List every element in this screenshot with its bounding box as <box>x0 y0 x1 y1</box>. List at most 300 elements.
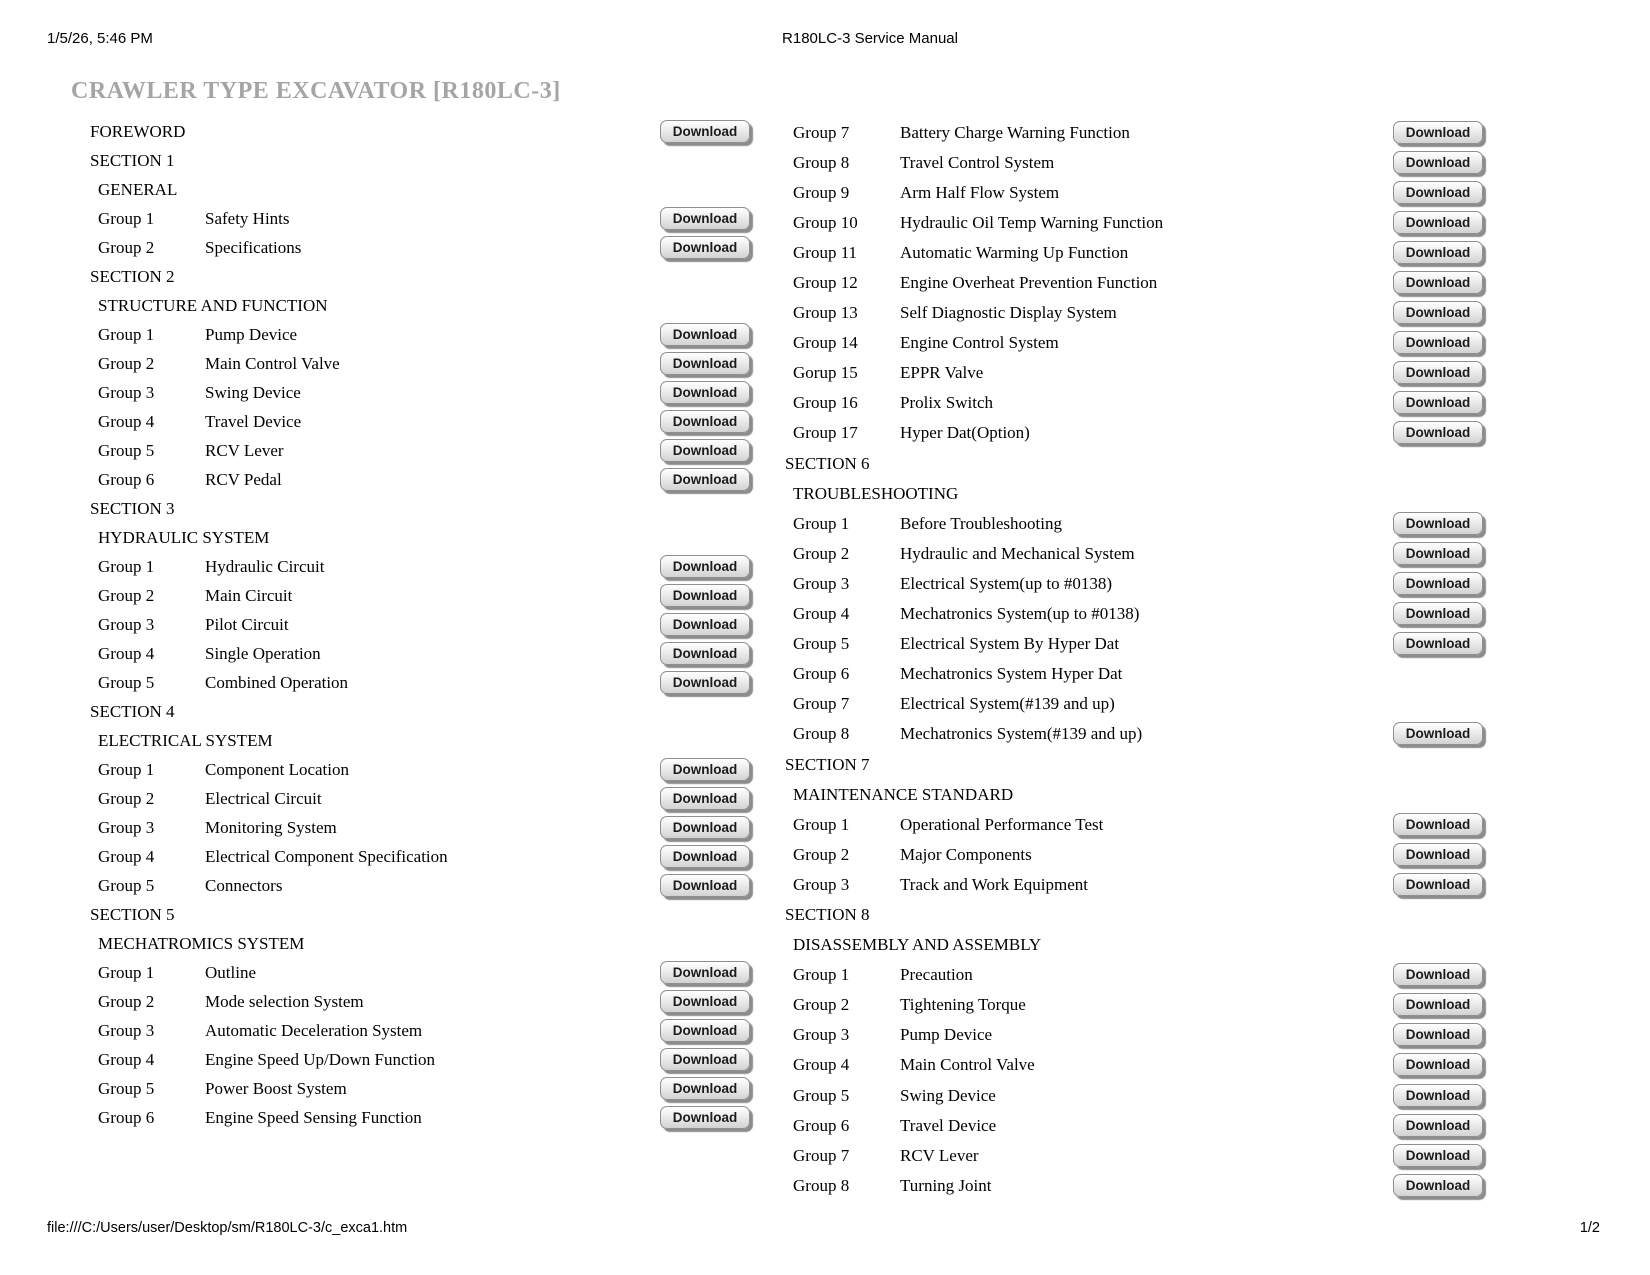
group-number: Group 8 <box>793 724 850 744</box>
group-title: Automatic Warming Up Function <box>900 242 1129 262</box>
subsection-heading <box>785 478 1488 508</box>
section-label: SECTION 1 <box>90 151 175 170</box>
group-title: Engine Speed Up/Down Function <box>205 1050 435 1069</box>
group-title: Main Control Valve <box>900 1055 1035 1075</box>
subsection-label: STRUCTURE AND FUNCTION <box>98 296 328 315</box>
download-button[interactable]: Download <box>660 439 750 462</box>
download-slot <box>1393 572 1488 595</box>
download-slot <box>1393 993 1488 1016</box>
group-number: Group 3 <box>98 615 155 634</box>
download-button[interactable]: Download <box>660 613 750 636</box>
subsection-heading <box>90 175 755 204</box>
group-title: Hyper Dat(Option) <box>900 423 1030 443</box>
group-number: Group 1 <box>793 814 850 834</box>
group-title: Pump Device <box>205 325 298 344</box>
download-slot <box>660 961 755 984</box>
group-title: Precaution <box>900 965 973 985</box>
toc-row <box>90 987 755 1016</box>
download-button[interactable]: Download <box>660 642 750 665</box>
toc-row <box>90 581 755 610</box>
download-slot <box>660 207 755 230</box>
download-button[interactable]: Download <box>660 381 750 404</box>
download-slot <box>1393 1053 1488 1076</box>
download-button[interactable]: Download <box>660 990 750 1013</box>
toc-row <box>785 689 1488 719</box>
download-slot <box>660 584 755 607</box>
download-slot <box>1393 873 1488 896</box>
download-slot <box>1393 512 1488 535</box>
subsection-heading <box>785 930 1488 960</box>
download-slot <box>1393 151 1488 174</box>
toc-row <box>785 418 1488 448</box>
section-label: SECTION 4 <box>90 702 175 721</box>
group-title: Electrical System(up to #0138) <box>900 573 1112 593</box>
section-label: SECTION 3 <box>90 499 175 518</box>
download-button[interactable]: Download <box>1393 1174 1483 1197</box>
download-slot <box>1393 1114 1488 1137</box>
group-number: Group 2 <box>98 354 155 373</box>
group-number: Group 2 <box>793 844 850 864</box>
download-button[interactable]: Download <box>1393 301 1483 324</box>
download-button[interactable]: Download <box>660 555 750 578</box>
download-button[interactable]: Download <box>1393 211 1483 234</box>
download-button[interactable]: Download <box>660 1106 750 1129</box>
toc-row <box>785 328 1488 358</box>
group-title: Hydraulic Circuit <box>205 557 325 576</box>
download-slot <box>1393 421 1488 444</box>
page-title: CRAWLER TYPE EXCAVATOR [R180LC-3] <box>71 78 561 104</box>
group-number: Group 3 <box>98 1021 155 1040</box>
download-button[interactable]: Download <box>1393 843 1483 866</box>
subsection-heading <box>90 726 755 755</box>
group-number: Group 16 <box>793 393 858 413</box>
group-number: Group 5 <box>98 673 155 692</box>
group-number: Gorup 15 <box>793 363 858 383</box>
group-number: Group 12 <box>793 273 858 293</box>
print-footer <box>47 1220 1600 1238</box>
toc-row <box>785 1080 1488 1110</box>
group-title: Mechatronics System(up to #0138) <box>900 604 1140 624</box>
toc-row <box>90 233 755 262</box>
group-number: Group 11 <box>793 242 858 262</box>
toc-row <box>785 117 1488 147</box>
group-number: Group 4 <box>793 1055 850 1075</box>
download-button[interactable]: Download <box>1393 151 1483 174</box>
subsection-label: TROUBLESHOOTING <box>793 483 959 503</box>
group-title: RCV Lever <box>900 1145 979 1165</box>
download-button[interactable]: Download <box>1393 602 1483 625</box>
group-number: Group 2 <box>98 586 155 605</box>
group-title: Self Diagnostic Display System <box>900 303 1117 323</box>
group-number: Group 7 <box>793 122 850 142</box>
download-button[interactable]: Download <box>660 845 750 868</box>
group-number: Group 1 <box>98 760 155 779</box>
group-title: Electrical Circuit <box>205 789 322 808</box>
download-slot <box>1393 211 1488 234</box>
group-title: Travel Control System <box>900 152 1055 172</box>
group-title: Main Circuit <box>205 586 293 605</box>
toc-row <box>90 813 755 842</box>
toc-row <box>90 1016 755 1045</box>
download-button[interactable]: Download <box>660 352 750 375</box>
group-number: Group 14 <box>793 333 858 353</box>
download-button[interactable]: Download <box>1393 421 1483 444</box>
document-title: R180LC-3 Service Manual <box>782 30 958 47</box>
download-slot <box>1393 301 1488 324</box>
toc-row <box>785 267 1488 297</box>
download-slot <box>1393 602 1488 625</box>
toc-row <box>90 204 755 233</box>
section-heading <box>90 146 755 175</box>
group-title: Pump Device <box>900 1025 993 1045</box>
download-button[interactable]: Download <box>1393 241 1483 264</box>
group-title: Power Boost System <box>205 1079 347 1098</box>
group-number: Group 6 <box>98 1108 155 1127</box>
section-label: SECTION 5 <box>90 905 175 924</box>
group-title: Operational Performance Test <box>900 814 1104 834</box>
group-number: Group 6 <box>98 470 155 489</box>
group-number: Group 3 <box>793 1025 850 1045</box>
toc-row <box>785 147 1488 177</box>
download-button[interactable]: Download <box>1393 873 1483 896</box>
page-number: 1/2 <box>1579 1220 1600 1236</box>
group-number: Group 4 <box>98 1050 155 1069</box>
section-heading <box>90 900 755 929</box>
group-number: Group 2 <box>98 789 155 808</box>
download-button[interactable]: Download <box>660 120 750 143</box>
download-button[interactable]: Download <box>660 1019 750 1042</box>
toc-row <box>785 960 1488 990</box>
group-title: Hydraulic and Mechanical System <box>900 543 1135 563</box>
download-button[interactable]: Download <box>660 961 750 984</box>
download-slot <box>660 323 755 346</box>
subsection-heading <box>90 929 755 958</box>
toc-row <box>785 177 1488 207</box>
group-title: Engine Overheat Prevention Function <box>900 273 1158 293</box>
download-button[interactable]: Download <box>1393 813 1483 836</box>
download-button[interactable]: Download <box>660 410 750 433</box>
toc-row <box>90 117 755 146</box>
toc-column-left <box>90 117 755 1132</box>
group-title: Pilot Circuit <box>205 615 289 634</box>
toc-row <box>785 1110 1488 1140</box>
subsection-label: DISASSEMBLY AND ASSEMBLY <box>793 935 1042 955</box>
toc-row <box>785 237 1488 267</box>
toc-row <box>90 668 755 697</box>
group-number: Group 5 <box>98 441 155 460</box>
group-number: Group 7 <box>793 694 850 714</box>
toc-row <box>90 755 755 784</box>
subsection-heading <box>90 291 755 320</box>
group-number: Group 2 <box>793 543 850 563</box>
download-button[interactable]: Download <box>1393 512 1483 535</box>
group-title: Prolix Switch <box>900 393 994 413</box>
subsection-label: GENERAL <box>98 180 178 199</box>
group-title: Main Control Valve <box>205 354 340 373</box>
download-button[interactable]: Download <box>1393 1084 1483 1107</box>
toc-row <box>785 1020 1488 1050</box>
download-slot <box>1393 1084 1488 1107</box>
toc-row <box>90 349 755 378</box>
download-button[interactable]: Download <box>1393 572 1483 595</box>
toc-row <box>90 784 755 813</box>
group-title: Mechatronics System(#139 and up) <box>900 724 1143 744</box>
download-slot <box>660 236 755 259</box>
group-title: Monitoring System <box>205 818 337 837</box>
toc-row <box>785 659 1488 689</box>
download-slot <box>1393 331 1488 354</box>
download-button[interactable]: Download <box>1393 181 1483 204</box>
group-number: Group 1 <box>98 963 155 982</box>
toc-row <box>90 378 755 407</box>
download-button[interactable]: Download <box>660 758 750 781</box>
group-title: EPPR Valve <box>900 363 984 383</box>
section-heading <box>785 448 1488 478</box>
download-slot <box>660 990 755 1013</box>
download-button[interactable]: Download <box>660 468 750 491</box>
group-number: Group 8 <box>793 1175 850 1195</box>
group-number: Group 5 <box>793 1085 850 1105</box>
group-title: Specifications <box>205 238 302 257</box>
download-slot <box>1393 391 1488 414</box>
toc-row <box>785 1170 1488 1200</box>
toc-row <box>785 719 1488 749</box>
subsection-label: MECHATROMICS SYSTEM <box>98 934 305 953</box>
toc-row <box>90 1103 755 1132</box>
download-button[interactable]: Download <box>660 816 750 839</box>
group-title: Before Troubleshooting <box>900 513 1062 533</box>
download-slot <box>1393 692 1488 715</box>
group-number: Group 8 <box>793 152 850 172</box>
group-number: Group 3 <box>98 818 155 837</box>
group-title: Swing Device <box>205 383 301 402</box>
download-slot <box>660 671 755 694</box>
download-slot <box>660 758 755 781</box>
group-number: Group 7 <box>793 1145 850 1165</box>
download-slot <box>1393 963 1488 986</box>
download-button[interactable]: Download <box>1393 361 1483 384</box>
download-slot <box>660 816 755 839</box>
subsection-label: ELECTRICAL SYSTEM <box>98 731 273 750</box>
group-number: Group 5 <box>98 876 155 895</box>
download-button[interactable]: Download <box>1393 993 1483 1016</box>
toc-row <box>90 1045 755 1074</box>
download-slot <box>660 1048 755 1071</box>
group-number: Group 2 <box>98 238 155 257</box>
section-label: SECTION 7 <box>785 754 870 774</box>
download-button[interactable]: Download <box>1393 121 1483 144</box>
download-slot <box>1393 843 1488 866</box>
toc-row <box>90 842 755 871</box>
download-button[interactable]: Download <box>660 584 750 607</box>
print-header <box>47 30 1603 48</box>
toc-row <box>785 358 1488 388</box>
toc-row <box>785 568 1488 598</box>
download-button[interactable]: Download <box>1393 1023 1483 1046</box>
download-button[interactable]: Download <box>1393 963 1483 986</box>
download-slot <box>660 1019 755 1042</box>
download-button[interactable]: Download <box>1393 271 1483 294</box>
group-number: Group 4 <box>98 412 155 431</box>
group-number: Group 2 <box>98 992 155 1011</box>
download-button[interactable]: Download <box>660 1077 750 1100</box>
group-title: Turning Joint <box>900 1175 992 1195</box>
download-button[interactable]: Download <box>1393 1144 1483 1167</box>
download-slot <box>660 120 755 143</box>
download-slot <box>1393 241 1488 264</box>
download-slot <box>660 787 755 810</box>
download-slot <box>660 439 755 462</box>
subsection-heading <box>785 779 1488 809</box>
download-slot <box>1393 1174 1488 1197</box>
group-number: Group 4 <box>98 847 155 866</box>
group-number: Group 6 <box>793 1115 850 1135</box>
group-title: Hydraulic Oil Temp Warning Function <box>900 212 1164 232</box>
download-slot <box>1393 271 1488 294</box>
group-title: Electrical Component Specification <box>205 847 448 866</box>
group-number: Group 1 <box>98 325 155 344</box>
group-title: Automatic Deceleration System <box>205 1021 423 1040</box>
file-url: file:///C:/Users/user/Desktop/sm/R180LC-3/c_exca1.htm <box>47 1220 408 1236</box>
toc-row <box>90 639 755 668</box>
group-title: Travel Device <box>205 412 302 431</box>
section-label: SECTION 6 <box>785 453 870 473</box>
download-slot <box>1393 121 1488 144</box>
toc-row <box>90 1074 755 1103</box>
download-slot <box>1393 1144 1488 1167</box>
group-number: Group 6 <box>793 664 850 684</box>
group-number: Group 1 <box>793 513 850 533</box>
download-slot <box>660 1106 755 1129</box>
group-title: Arm Half Flow System <box>900 182 1060 202</box>
download-slot <box>660 642 755 665</box>
toc-row <box>785 869 1488 899</box>
group-title: Track and Work Equipment <box>900 874 1088 894</box>
print-datetime: 1/5/26, 5:46 PM <box>47 30 153 47</box>
toc-column-right <box>785 117 1488 1200</box>
group-number: Group 3 <box>793 573 850 593</box>
download-button[interactable]: Download <box>660 874 750 897</box>
group-title: Engine Control System <box>900 333 1059 353</box>
download-slot <box>1393 632 1488 655</box>
download-slot <box>660 613 755 636</box>
download-slot <box>660 468 755 491</box>
group-number: Group 1 <box>98 557 155 576</box>
group-number: Group 2 <box>793 995 850 1015</box>
group-title: Combined Operation <box>205 673 349 692</box>
section-label: SECTION 2 <box>90 267 175 286</box>
download-slot <box>660 410 755 433</box>
section-heading <box>785 749 1488 779</box>
subsection-heading <box>90 523 755 552</box>
download-slot <box>1393 361 1488 384</box>
download-button[interactable]: Download <box>1393 1114 1483 1137</box>
toc-columns <box>90 117 1488 1200</box>
group-number: Group 10 <box>793 212 858 232</box>
download-button[interactable]: Download <box>1393 722 1483 745</box>
toc-row <box>90 610 755 639</box>
group-number: Group 3 <box>98 383 155 402</box>
group-number: Group 17 <box>793 423 858 443</box>
download-slot <box>1393 1023 1488 1046</box>
group-title: Mode selection System <box>205 992 364 1011</box>
download-slot <box>1393 813 1488 836</box>
group-title: Component Location <box>205 760 350 779</box>
toc-row <box>90 871 755 900</box>
group-number: Group 1 <box>793 965 850 985</box>
download-button[interactable]: Download <box>1393 391 1483 414</box>
toc-row <box>785 599 1488 629</box>
toc-row <box>785 207 1488 237</box>
download-slot <box>660 381 755 404</box>
download-button[interactable]: Download <box>660 207 750 230</box>
group-title: Battery Charge Warning Function <box>900 122 1130 142</box>
download-slot <box>1393 722 1488 745</box>
toc-row-label: FOREWORD <box>90 122 186 141</box>
group-number: Group 9 <box>793 182 850 202</box>
group-title: Single Operation <box>205 644 321 663</box>
download-button[interactable]: Download <box>1393 1053 1483 1076</box>
group-title: Electrical System(#139 and up) <box>900 694 1115 714</box>
download-slot <box>1393 662 1488 685</box>
download-button[interactable]: Download <box>660 236 750 259</box>
download-button[interactable]: Download <box>1393 542 1483 565</box>
toc-row <box>785 388 1488 418</box>
subsection-label: MAINTENANCE STANDARD <box>793 784 1014 804</box>
group-title: RCV Lever <box>205 441 284 460</box>
download-slot <box>1393 181 1488 204</box>
toc-row <box>785 508 1488 538</box>
toc-row <box>785 990 1488 1020</box>
group-title: Swing Device <box>900 1085 996 1105</box>
download-button[interactable]: Download <box>1393 632 1483 655</box>
download-slot <box>660 352 755 375</box>
group-title: Safety Hints <box>205 209 290 228</box>
toc-row <box>785 629 1488 659</box>
download-button[interactable]: Download <box>660 1048 750 1071</box>
section-heading <box>785 899 1488 929</box>
section-heading <box>90 697 755 726</box>
download-slot <box>1393 542 1488 565</box>
group-number: Group 3 <box>793 874 850 894</box>
group-number: Group 13 <box>793 303 858 323</box>
download-button[interactable]: Download <box>660 671 750 694</box>
download-button[interactable]: Download <box>660 323 750 346</box>
group-number: Group 5 <box>793 634 850 654</box>
section-heading <box>90 494 755 523</box>
group-title: Tightening Torque <box>900 995 1026 1015</box>
toc-row <box>90 465 755 494</box>
group-title: Outline <box>205 963 256 982</box>
toc-row <box>90 436 755 465</box>
toc-row <box>90 407 755 436</box>
group-title: Electrical System By Hyper Dat <box>900 634 1120 654</box>
group-title: Connectors <box>205 876 283 895</box>
section-heading <box>90 262 755 291</box>
download-slot <box>660 1077 755 1100</box>
download-slot <box>660 874 755 897</box>
group-title: Mechatronics System Hyper Dat <box>900 664 1123 684</box>
download-slot <box>660 555 755 578</box>
download-button[interactable]: Download <box>660 787 750 810</box>
group-number: Group 4 <box>98 644 155 663</box>
download-button[interactable]: Download <box>1393 331 1483 354</box>
toc-row <box>90 958 755 987</box>
toc-row <box>90 320 755 349</box>
section-label: SECTION 8 <box>785 904 870 924</box>
toc-row <box>785 538 1488 568</box>
toc-row <box>785 1050 1488 1080</box>
